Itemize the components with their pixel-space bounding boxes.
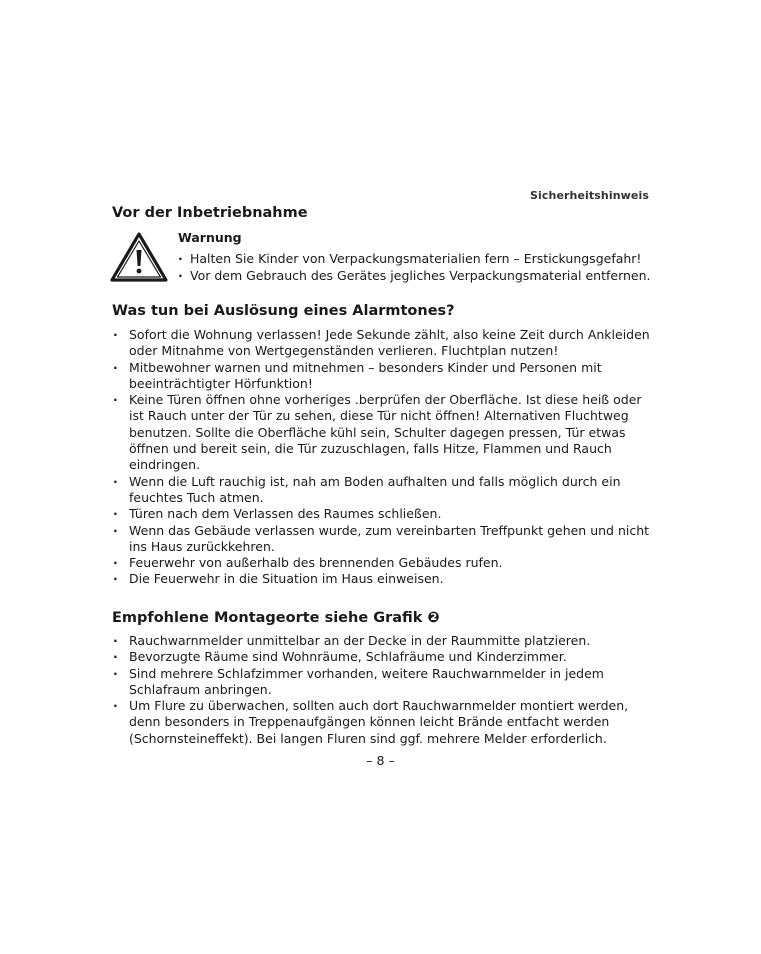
- list-item: · Halten Sie Kinder von Verpackungsmaterialien fern – Erstickungsgefahr!: [178, 251, 658, 268]
- list-item: · Die Feuerwehr in die Situation im Haus einweisen.: [112, 571, 652, 587]
- mounting-locations-list: [112, 633, 652, 747]
- list-item: · Bevorzugte Räume sind Wohnräume, Schlafräume und Kinderzimmer.: [112, 649, 652, 665]
- list-item: · Sind mehrere Schlafzimmer vorhanden, weitere Rauchwarnmelder in jedem Schlafraum anbringen.: [112, 666, 652, 699]
- running-head: Sicherheitshinweis: [530, 189, 649, 202]
- list-item: · Wenn das Gebäude verlassen wurde, zum vereinbarten Treffpunkt gehen und nicht ins Haus zurückkehren.: [112, 523, 652, 556]
- warning-triangle-icon: [110, 232, 168, 282]
- list-item: · Vor dem Gebrauch des Gerätes jegliches Verpackungsmaterial entfernen.: [178, 268, 658, 285]
- list-item: · Keine Türen öffnen ohne vorheriges .berprüfen der Oberfläche. Ist diese heiß oder ist Rauch unter der Tür zu sehen, diese Tür nicht öffnen! Alternativen Fluchtweg benutzen. Sollte die Oberfläche kühl sein, Schulter dagegen pressen, Tür etwas öffnen und bereit sein, die Tür zuzuschlagen, falls Hitze, Flammen und Rauch eindringen.: [112, 392, 652, 473]
- list-item: · Türen nach dem Verlassen des Raumes schließen.: [112, 506, 652, 522]
- page-number: – 8 –: [366, 753, 395, 768]
- list-item: · Wenn die Luft rauchig ist, nah am Boden aufhalten und falls möglich durch ein feuchtes Tuch atmen.: [112, 474, 652, 507]
- section-heading-inbetriebnahme: Vor der Inbetriebnahme: [112, 205, 308, 221]
- list-item: · Um Flure zu überwachen, sollten auch dort Rauchwarnmelder montiert werden, denn besonders in Treppenaufgängen können leicht Brände entfacht werden (Schornsteineffekt). Bei langen Fluren sind ggf. mehrere Melder erforderlich.: [112, 698, 652, 747]
- list-item: · Sofort die Wohnung verlassen! Jede Sekunde zählt, also keine Zeit durch Ankleiden oder Mitnahme von Wertgegenständen verlieren. Fluchtplan nutzen!: [112, 327, 652, 360]
- section-heading-alarmton: Was tun bei Auslösung eines Alarmtones?: [112, 303, 455, 319]
- section-heading-montageorte: Empfohlene Montageorte siehe Grafik ❷: [112, 610, 440, 626]
- warning-title: Warnung: [178, 230, 242, 245]
- list-item: · Mitbewohner warnen und mitnehmen – besonders Kinder und Personen mit beeinträchtigter Hörfunktion!: [112, 360, 652, 393]
- list-item: · Rauchwarnmelder unmittelbar an der Decke in der Raummitte platzieren.: [112, 633, 652, 649]
- list-item: · Feuerwehr von außerhalb des brennenden Gebäudes rufen.: [112, 555, 652, 571]
- alarm-instructions-list: [112, 327, 652, 588]
- warning-list: [178, 251, 658, 284]
